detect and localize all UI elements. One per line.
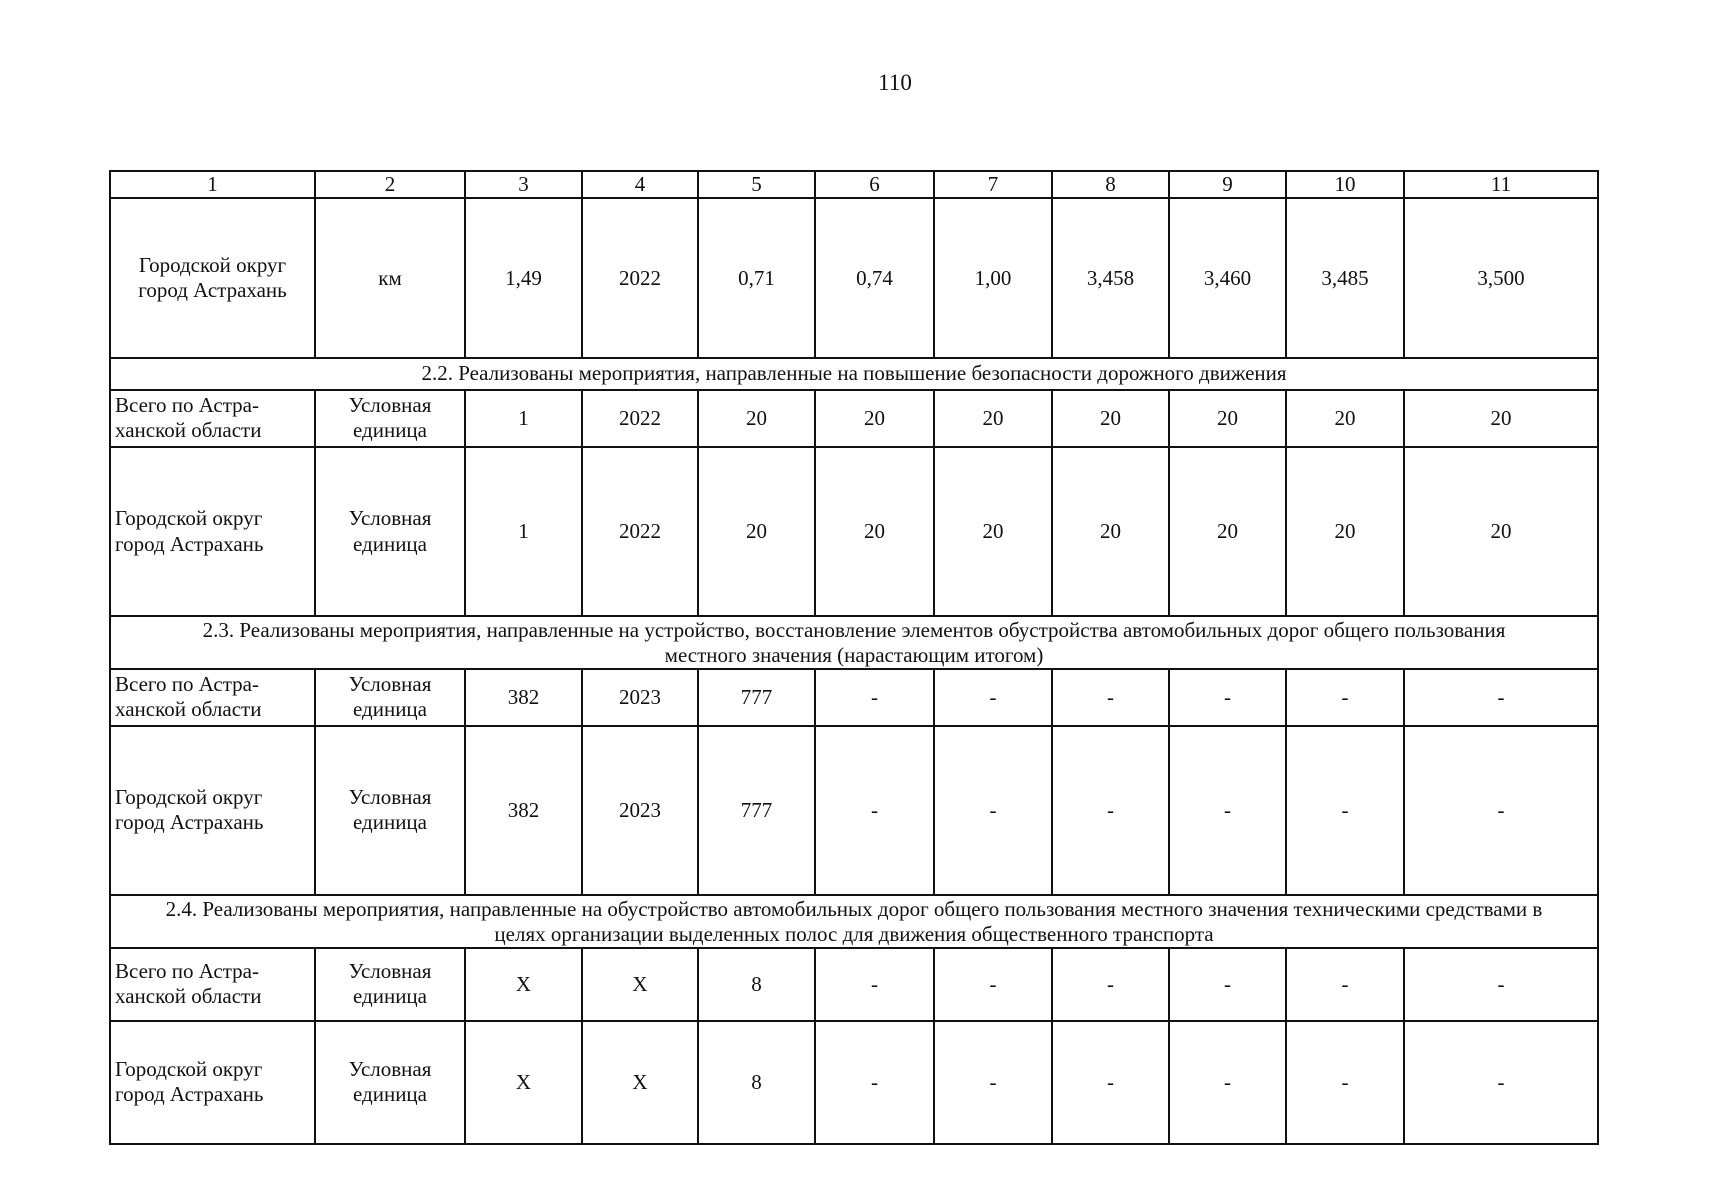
value-cell: X: [582, 1021, 698, 1144]
territory-cell: Городской округ город Астрахань: [110, 198, 315, 357]
value-cell: 20: [815, 390, 934, 447]
column-number: 4: [582, 171, 698, 198]
column-number: 10: [1286, 171, 1404, 198]
section-title: 2.3. Реализованы мероприятия, направленные на устройство, восстановление элементов обустройства автомобильных дорог общего пользования местного значения (нарастающим итогом): [110, 616, 1598, 669]
column-number: 2: [315, 171, 465, 198]
value-cell: 0,74: [815, 198, 934, 357]
value-cell: -: [815, 726, 934, 896]
value-cell: -: [1169, 948, 1286, 1021]
table-row: [110, 669, 1598, 726]
value-cell: 20: [1052, 447, 1169, 617]
territory-cell: Городской округ город Астрахань: [110, 447, 315, 617]
unit-cell: км: [315, 198, 465, 357]
value-cell: -: [815, 669, 934, 726]
value-cell: 2022: [582, 390, 698, 447]
unit-cell: Условная единица: [315, 447, 465, 617]
territory-cell: Городской округ город Астрахань: [110, 726, 315, 896]
value-cell: 3,500: [1404, 198, 1598, 357]
value-cell: -: [1286, 1021, 1404, 1144]
territory-cell: Всего по Астра- ханской области: [110, 948, 315, 1021]
value-cell: 3,458: [1052, 198, 1169, 357]
table-row: [110, 390, 1598, 447]
value-cell: 1: [465, 390, 582, 447]
unit-cell: Условная единица: [315, 1021, 465, 1144]
column-number: 1: [110, 171, 315, 198]
value-cell: -: [815, 948, 934, 1021]
value-cell: 1,49: [465, 198, 582, 357]
section-title: 2.2. Реализованы мероприятия, направленные на повышение безопасности дорожного движения: [110, 358, 1598, 390]
value-cell: 20: [1404, 447, 1598, 617]
section-heading-row: [110, 616, 1598, 669]
value-cell: -: [934, 1021, 1052, 1144]
value-cell: 20: [934, 390, 1052, 447]
value-cell: X: [465, 948, 582, 1021]
value-cell: 20: [698, 390, 815, 447]
value-cell: 20: [1052, 390, 1169, 447]
value-cell: 2022: [582, 447, 698, 617]
section-heading-row: [110, 895, 1598, 948]
value-cell: -: [1286, 669, 1404, 726]
value-cell: 1: [465, 447, 582, 617]
value-cell: 777: [698, 726, 815, 896]
value-cell: -: [934, 726, 1052, 896]
unit-cell: Условная единица: [315, 390, 465, 447]
column-number: 9: [1169, 171, 1286, 198]
column-number-row: [110, 171, 1598, 198]
table-row: [110, 198, 1598, 357]
table-row: [110, 726, 1598, 896]
indicator-table: [109, 170, 1599, 1145]
table-row: [110, 1021, 1598, 1144]
value-cell: 8: [698, 1021, 815, 1144]
table-row: [110, 948, 1598, 1021]
value-cell: -: [1169, 1021, 1286, 1144]
value-cell: -: [1052, 948, 1169, 1021]
value-cell: 777: [698, 669, 815, 726]
value-cell: 2023: [582, 726, 698, 896]
section-heading-row: [110, 358, 1598, 390]
section-title: 2.4. Реализованы мероприятия, направленные на обустройство автомобильных дорог общего пользования местного значения техническими средствами в целях организации выделенных полос для движения общественного транспорта: [110, 895, 1598, 948]
value-cell: X: [465, 1021, 582, 1144]
value-cell: -: [1169, 726, 1286, 896]
value-cell: 3,460: [1169, 198, 1286, 357]
column-number: 11: [1404, 171, 1598, 198]
value-cell: 20: [1286, 390, 1404, 447]
column-number: 5: [698, 171, 815, 198]
column-number: 6: [815, 171, 934, 198]
page-number: 110: [878, 70, 912, 95]
value-cell: X: [582, 948, 698, 1021]
value-cell: -: [934, 948, 1052, 1021]
unit-cell: Условная единица: [315, 948, 465, 1021]
value-cell: -: [934, 669, 1052, 726]
value-cell: 2023: [582, 669, 698, 726]
column-number: 7: [934, 171, 1052, 198]
value-cell: -: [1404, 1021, 1598, 1144]
value-cell: 20: [1404, 390, 1598, 447]
territory-cell: Городской округ город Астрахань: [110, 1021, 315, 1144]
value-cell: -: [1286, 726, 1404, 896]
territory-cell: Всего по Астра- ханской области: [110, 390, 315, 447]
unit-cell: Условная единица: [315, 726, 465, 896]
value-cell: -: [1286, 948, 1404, 1021]
value-cell: 382: [465, 669, 582, 726]
table-row: [110, 447, 1598, 617]
territory-cell: Всего по Астра- ханской области: [110, 669, 315, 726]
value-cell: 0,71: [698, 198, 815, 357]
value-cell: 1,00: [934, 198, 1052, 357]
value-cell: -: [1404, 669, 1598, 726]
value-cell: 8: [698, 948, 815, 1021]
value-cell: 20: [1169, 390, 1286, 447]
value-cell: 20: [815, 447, 934, 617]
value-cell: -: [815, 1021, 934, 1144]
value-cell: -: [1052, 1021, 1169, 1144]
value-cell: 2022: [582, 198, 698, 357]
value-cell: 20: [934, 447, 1052, 617]
value-cell: -: [1052, 669, 1169, 726]
value-cell: -: [1169, 669, 1286, 726]
unit-cell: Условная единица: [315, 669, 465, 726]
value-cell: 3,485: [1286, 198, 1404, 357]
value-cell: 382: [465, 726, 582, 896]
column-number: 8: [1052, 171, 1169, 198]
value-cell: 20: [1286, 447, 1404, 617]
value-cell: -: [1052, 726, 1169, 896]
value-cell: -: [1404, 948, 1598, 1021]
value-cell: 20: [1169, 447, 1286, 617]
value-cell: -: [1404, 726, 1598, 896]
value-cell: 20: [698, 447, 815, 617]
column-number: 3: [465, 171, 582, 198]
